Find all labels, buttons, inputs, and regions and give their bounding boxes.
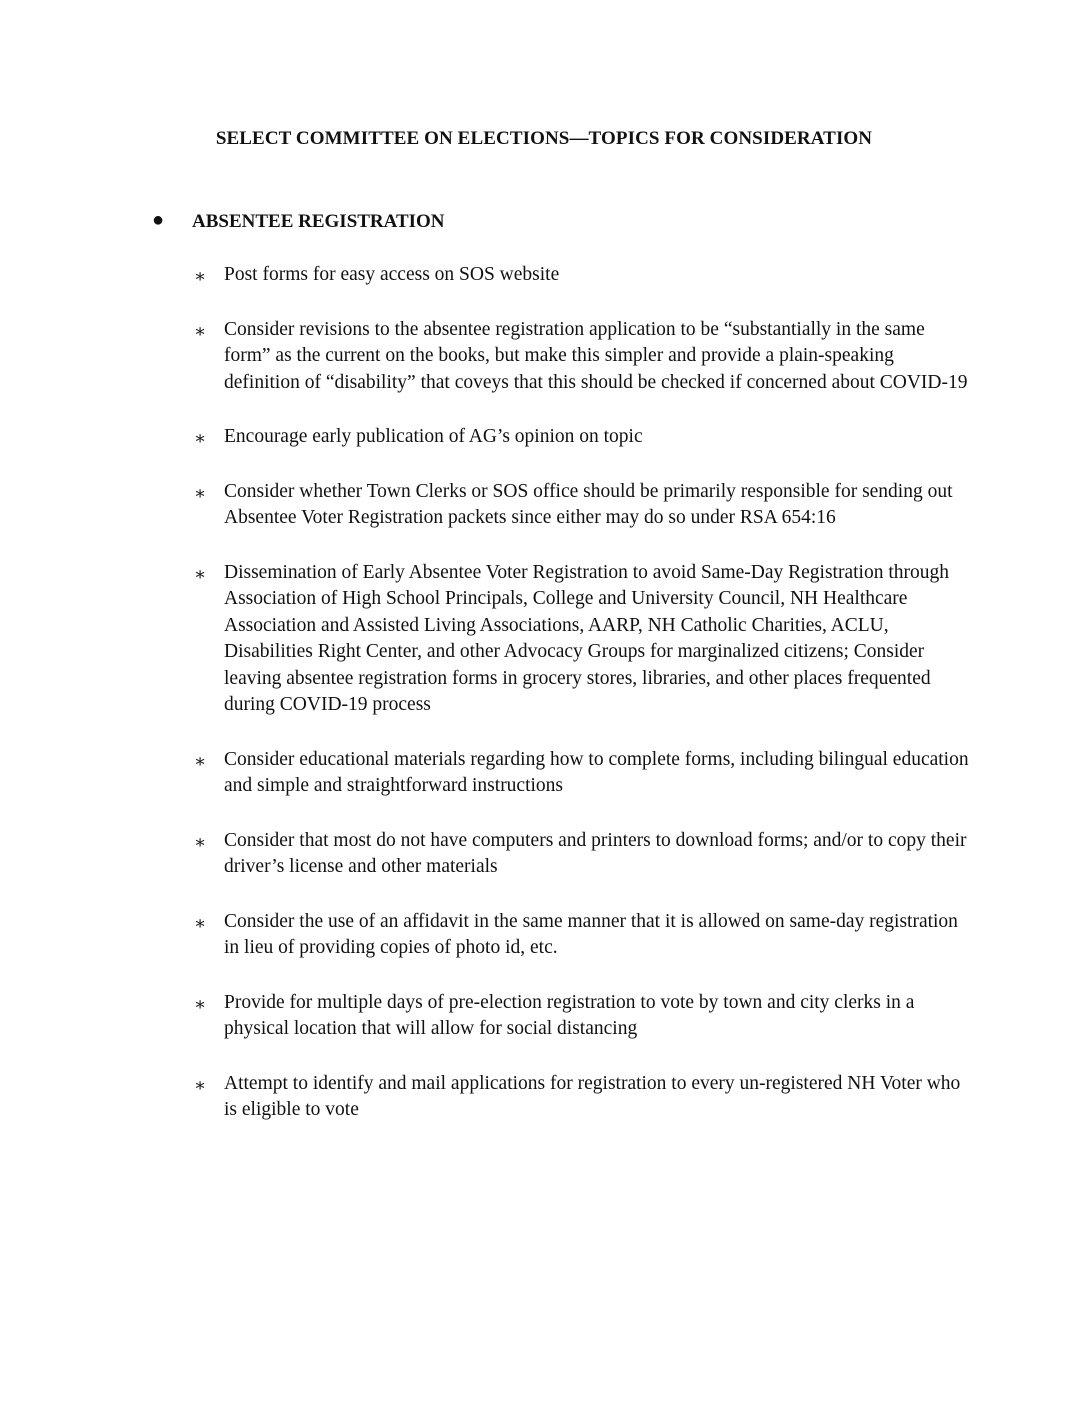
list-item-text: Post forms for easy access on SOS website bbox=[224, 264, 560, 285]
asterisk-bullet-icon: ∗ bbox=[194, 320, 207, 341]
list-item bbox=[194, 747, 972, 800]
topic-list bbox=[152, 262, 972, 1124]
list-item-text: Encourage early publication of AG’s opinion on topic bbox=[224, 426, 643, 447]
list-item-text: Provide for multiple days of pre-election registration to vote by town and city clerks in a physical location that will allow for social distancing bbox=[224, 991, 915, 1039]
list-item-text: Consider educational materials regarding how to complete forms, including bilingual education and simple and straightforward instructions bbox=[224, 748, 969, 796]
list-item bbox=[194, 990, 972, 1043]
list-item-text: Attempt to identify and mail applications for registration to every un-registered NH Voter who is eligible to vote bbox=[224, 1072, 961, 1120]
section-absentee-registration bbox=[152, 211, 972, 1152]
document-title: SELECT COMMITTEE ON ELECTIONS—TOPICS FOR CONSIDERATION bbox=[215, 128, 873, 149]
list-item bbox=[194, 1071, 972, 1124]
asterisk-bullet-icon: ∗ bbox=[194, 266, 207, 286]
section-heading: ABSENTEE REGISTRATION bbox=[192, 211, 445, 232]
asterisk-bullet-icon: ∗ bbox=[194, 482, 207, 503]
list-item-text: Consider that most do not have computers and printers to download forms; and/or to copy their driver’s license and other materials bbox=[224, 829, 967, 877]
asterisk-bullet-icon: ∗ bbox=[194, 993, 207, 1014]
list-item-text: Dissemination of Early Absentee Voter Registration to avoid Same-Day Registration through Association of High School Principals, College and University Council, NH Healthcare Association and Assisted Living Associations, AARP, NH Catholic Charities, ACLU, Disabilities Right Center, and other Advocacy Groups for marginalized citizens; Consider leaving absentee registration forms in grocery stores, libraries, and other places frequented during COVID-19 process bbox=[224, 561, 949, 715]
list-item bbox=[194, 560, 972, 719]
list-item bbox=[194, 424, 972, 451]
list-item bbox=[194, 317, 972, 397]
list-item-text: Consider the use of an affidavit in the same manner that it is allowed on same-day registration in lieu of providing copies of photo id, etc. bbox=[224, 910, 958, 958]
list-item bbox=[194, 479, 972, 532]
asterisk-bullet-icon: ∗ bbox=[194, 1074, 207, 1095]
asterisk-bullet-icon: ∗ bbox=[194, 750, 207, 771]
section-heading-row bbox=[152, 211, 972, 233]
list-item-text: Consider whether Town Clerks or SOS office should be primarily responsible for sending out Absentee Voter Registration packets since either may do so under RSA 654:16 bbox=[224, 480, 953, 528]
bullet-icon: ● bbox=[152, 209, 165, 231]
asterisk-bullet-icon: ∗ bbox=[194, 428, 207, 448]
asterisk-bullet-icon: ∗ bbox=[194, 912, 207, 933]
list-item bbox=[194, 909, 972, 962]
list-item-text: Consider revisions to the absentee registration application to be “substantially in the same form” as the current on the books, but make this simpler and provide a plain-speaking definition of “disability” that coveys that this should be checked if concerned about COVID-19 bbox=[224, 318, 968, 393]
asterisk-bullet-icon: ∗ bbox=[194, 831, 207, 852]
list-item bbox=[194, 262, 972, 289]
list-item bbox=[194, 828, 972, 881]
asterisk-bullet-icon: ∗ bbox=[194, 563, 207, 584]
